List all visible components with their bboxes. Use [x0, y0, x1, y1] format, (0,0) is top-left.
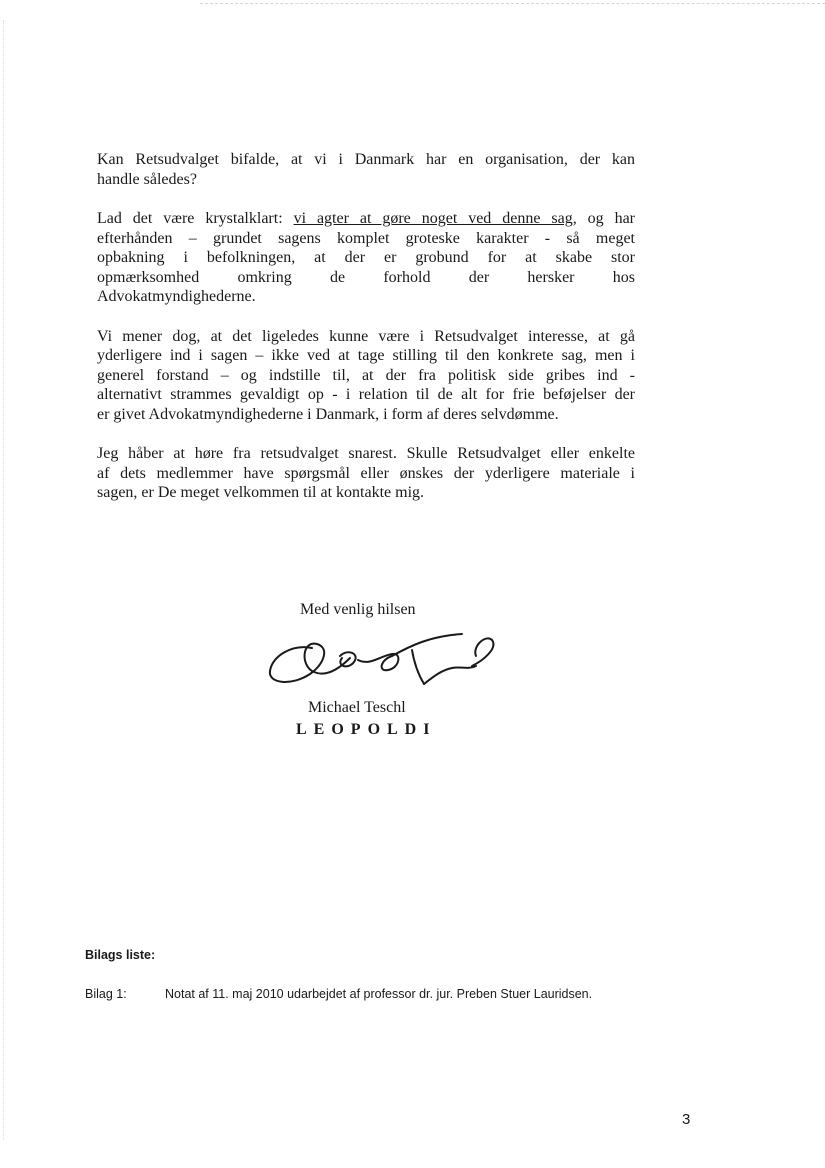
paragraph-4: [97, 444, 635, 503]
text-line: generel forstand – og indstille til, at der fra politisk side gribes ind -: [97, 366, 635, 384]
letter-body: [97, 150, 635, 523]
text-line: opbakning i befolkningen, at der er grobund for at skabe stor: [97, 249, 635, 266]
text-line: Lad det være krystalklart: vi agter at gøre noget ved denne sag, og har: [97, 210, 636, 227]
text-line: alternativt strammes gevaldigt op - i relation til de alt for frie beføjelser der: [97, 386, 635, 403]
text-line: Kan Retsudvalget bifalde, at vi i Danmark har en organisation, der kan: [97, 151, 635, 168]
underlined-phrase: vi agter at gøre noget ved denne sag: [293, 210, 573, 227]
scan-edge-top: [200, 3, 825, 4]
page-number: 3: [682, 1111, 691, 1128]
attachments-title: Bilags liste:: [85, 948, 156, 962]
text-line: opmærksomhed omkring de forhold der hersker hos: [97, 268, 635, 286]
text-line: er givet Advokatmyndighederne i Danmark, i form af deres selvdømme.: [97, 405, 559, 423]
text-line: handle således?: [97, 170, 197, 188]
attachment-description: Notat af 11. maj 2010 udarbejdet af professor dr. jur. Preben Stuer Lauridsen.: [165, 987, 593, 1001]
text-line: sagen, er De meget velkommen til at kontakte mig.: [97, 484, 425, 501]
text-line: efterhånden – grundet sagens komplet groteske karakter - så meget: [97, 229, 635, 247]
text-line: yderligere ind i sagen – ikke ved at tage stilling til den konkrete sag, men i: [97, 347, 635, 364]
signer-name: Michael Teschl: [308, 699, 406, 716]
paragraph-2: [97, 209, 635, 307]
text-line: Jeg håber at høre fra retsudvalget snarest. Skulle Retsudvalget eller enkelte: [97, 445, 635, 462]
scan-edge-left: [3, 20, 4, 1140]
attachment-label: Bilag 1:: [85, 987, 127, 1001]
closing-greeting: Med venlig hilsen: [300, 601, 416, 618]
paragraph-3: [97, 327, 635, 425]
paragraph-1: [97, 150, 635, 189]
handwritten-signature-icon: [262, 626, 512, 700]
text-line: Vi mener dog, at det ligeledes kunne være i Retsudvalget interesse, at gå: [97, 327, 635, 345]
text-line: Advokatmyndighederne.: [97, 288, 256, 305]
text-line: af dets medlemmer have spørgsmål eller ønskes der yderligere materiale i: [97, 464, 635, 482]
signer-company: LEOPOLDI: [296, 721, 437, 738]
